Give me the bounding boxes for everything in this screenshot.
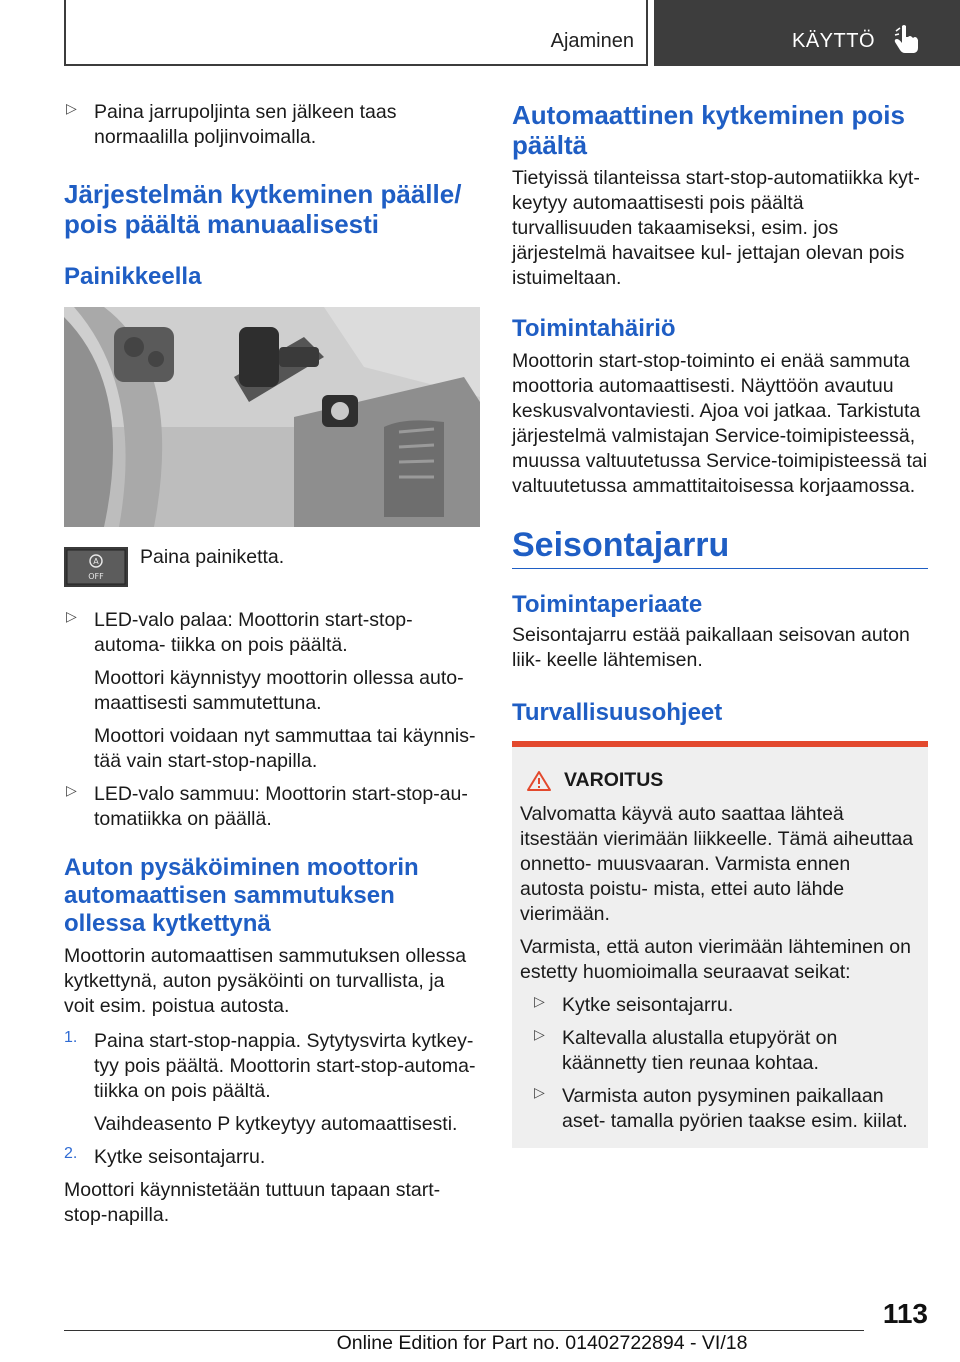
warning-bullet-item: ▷ Varmista auton pysyminen paikallaan aset‐ tamalla pyörien taakse esim. kiilat. [534, 1084, 908, 1132]
heading-parking-brake: Seisontajarru [512, 525, 928, 569]
heading-parking: Auton pysäköiminen moottorin automaattisen sammutuksen ollessa kytkettynä [64, 854, 419, 937]
warning-title-row [520, 769, 918, 792]
auto-start-stop-off-button-icon [64, 547, 128, 587]
numbered-step: 2. Kytke seisontajarru. [64, 1145, 266, 1168]
header-chapter-tab [654, 0, 960, 66]
automatic-off-paragraph: Tietyissä tilanteissa start-stop-automatiikka kyt‐ keytyy automaattisesti pois päältä turvallisuuden takaamiseksi, esim. jos järjestelmä havaitsee kul‐ jettajan olevan pois istuimeltaan. [512, 167, 920, 289]
malfunction-paragraph: Moottorin start-stop-toiminto ei enää sammuta moottoria automaattisesti. Näyttöön avautuu keskusvalvontaviesti. Ajoa voi jatkaa. Tarkistuta järjestelmä valmistajan Service-toimipisteessä, muussa valtuutetussa Service-toimipisteessä tai valtuutetussa ammattitaitoisessa korjaamossa. [512, 350, 928, 497]
header-section-title: Ajaminen [550, 30, 634, 52]
page-number: 113 [882, 1298, 928, 1329]
parking-paragraph: Moottorin automaattisen sammutuksen ollessa kytkettynä, auton pysäköinti on turvallista, ja voit esim. poistua autosta. [64, 945, 467, 1017]
heading-safety: Turvallisuusohjeet [512, 699, 723, 726]
principle-paragraph: Seisontajarru estää paikallaan seisovan auton liik‐ keelle lähtemisen. [512, 624, 910, 671]
header-chapter-title: KÄYTTÖ [792, 30, 876, 52]
triangle-bullet-icon: ▷ [66, 608, 77, 624]
bullet-item: ▷ Paina jarrupoljinta sen jälkeen taas normaalilla poljinvoimalla. [66, 100, 397, 148]
press-button-text: Paina painiketta. [140, 546, 285, 568]
footer-divider [64, 1330, 864, 1331]
warning-title: VAROITUS [564, 769, 664, 791]
triangle-bullet-icon: ▷ [534, 1084, 545, 1100]
closing-paragraph: Moottori käynnistetään tuttuun tapaan start- stop-napilla. [64, 1179, 441, 1226]
heading-principle: Toimintaperiaate [512, 591, 703, 618]
footer-edition: Online Edition for Part no. 01402722894 - VI/18 [336, 1332, 748, 1354]
triangle-bullet-icon: ▷ [66, 782, 77, 798]
warning-triangle-icon [526, 770, 552, 792]
svg-text:OFF: OFF [88, 572, 104, 581]
triangle-bullet-icon: ▷ [534, 993, 545, 1009]
heading-automatic-off: Automaattinen kytkeminen pois päältä [512, 100, 905, 160]
bullet-item: ▷ LED-valo sammuu: Moottorin start-stop-au‐ tomatiikka on päällä. [66, 782, 468, 830]
steering-column-button-photo [64, 307, 480, 527]
header-section-tab [64, 0, 648, 66]
heading-malfunction: Toimintahäiriö [512, 315, 676, 342]
numbered-step: 1. Paina start-stop-nappia. Sytytysvirta kytkey‐ tyy pois päältä. Moottorin start-stop-automa‐ tiikka on pois päältä. Vaihdeasento P kytkeytyy automaattisesti. [64, 1029, 476, 1135]
right-column [512, 100, 928, 1148]
warning-bullet-item: ▷ Kaltevalla alustalla etupyörät on käännetty tien reunaa kohtaa. [534, 1026, 838, 1074]
bullet-item: ▷ LED-valo palaa: Moottorin start-stop-automa‐ tiikka on pois päältä. Moottori käynnistyy moottorin ollessa auto‐ maattisesti sammutettuna. Moottori voidaan nyt sammuttaa tai käynnis‐ tää vain start-stop-napilla. [66, 608, 476, 772]
svg-text:A: A [93, 557, 99, 566]
heading-manual-switch: Järjestelmän kytkeminen päälle/ pois päältä manuaalisesti [64, 179, 462, 239]
hand-pointer-icon [894, 24, 920, 54]
warning-bullet-item: ▷ Kytke seisontajarru. [534, 993, 734, 1016]
warning-box [512, 741, 928, 1148]
warning-paragraph: Valvomatta käyvä auto saattaa lähteä itsestään vierimään liikkeelle. Tämä aiheuttaa onnetto‐ muusvaaran. Varmista ennen autosta poistu‐ mista, ettei auto lähde vierimään. [520, 803, 914, 925]
triangle-bullet-icon: ▷ [534, 1026, 545, 1042]
left-column [64, 100, 480, 1228]
button-instruction-row [64, 547, 480, 587]
heading-with-button: Painikkeella [64, 263, 202, 290]
triangle-bullet-icon: ▷ [66, 100, 77, 116]
warning-paragraph: Varmista, että auton vierimään lähteminen on estetty huomioimalla seuraavat seikat: [520, 936, 911, 983]
